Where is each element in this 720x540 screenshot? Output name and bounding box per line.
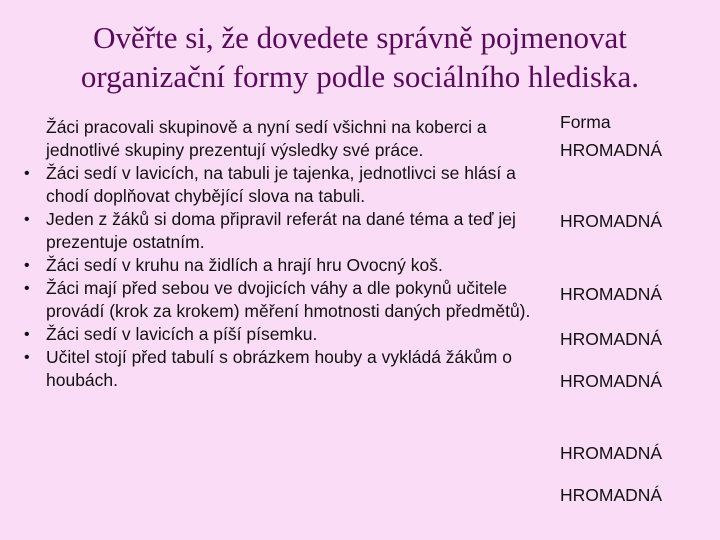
answer-item: HROMADNÁ xyxy=(560,485,663,505)
slide-title xyxy=(20,18,700,96)
statement-item: • Žáci mají před sebou ve dvojicích váhy a dle pokynů učitele provádí (krok za krokem) měření hmotnosti daných předmětů). xyxy=(20,277,540,323)
statement-item: • Žáci sedí v lavicích, na tabuli je tajenka, jednotlivci se hlásí a chodí doplňovat chybějící slova na tabuli. xyxy=(20,162,540,208)
answer-item: HROMADNÁ xyxy=(560,443,663,463)
title-line-1: Ověřte si, že dovedete správně pojmenovat xyxy=(93,20,627,55)
statement-list xyxy=(20,116,540,392)
statement-item: • Učitel stojí před tabulí s obrázkem houby a vykládá žákům o houbách. xyxy=(20,346,540,392)
answer-item: HROMADNÁ xyxy=(560,371,663,391)
statement-item: • Žáci sedí v kruhu na židlích a hrají hru Ovocný koš. xyxy=(20,254,540,277)
statement-item: • Jeden z žáků si doma připravil referát na dané téma a teď jej prezentuje ostatním. xyxy=(20,208,540,254)
answer-header: Forma xyxy=(560,112,611,132)
answer-item: HROMADNÁ xyxy=(560,211,663,231)
statement-item: • Žáci sedí v lavicích a píší písemku. xyxy=(20,323,540,346)
statement-item: Žáci pracovali skupinově a nyní sedí všichni na koberci a jednotlivé skupiny prezentují výsledky své práce. xyxy=(46,117,487,160)
answer-item: HROMADNÁ xyxy=(560,140,663,160)
title-line-2: organizační formy podle sociálního hlediska. xyxy=(80,59,640,94)
answer-item: HROMADNÁ xyxy=(560,284,663,304)
answer-item: HROMADNÁ xyxy=(560,329,663,349)
